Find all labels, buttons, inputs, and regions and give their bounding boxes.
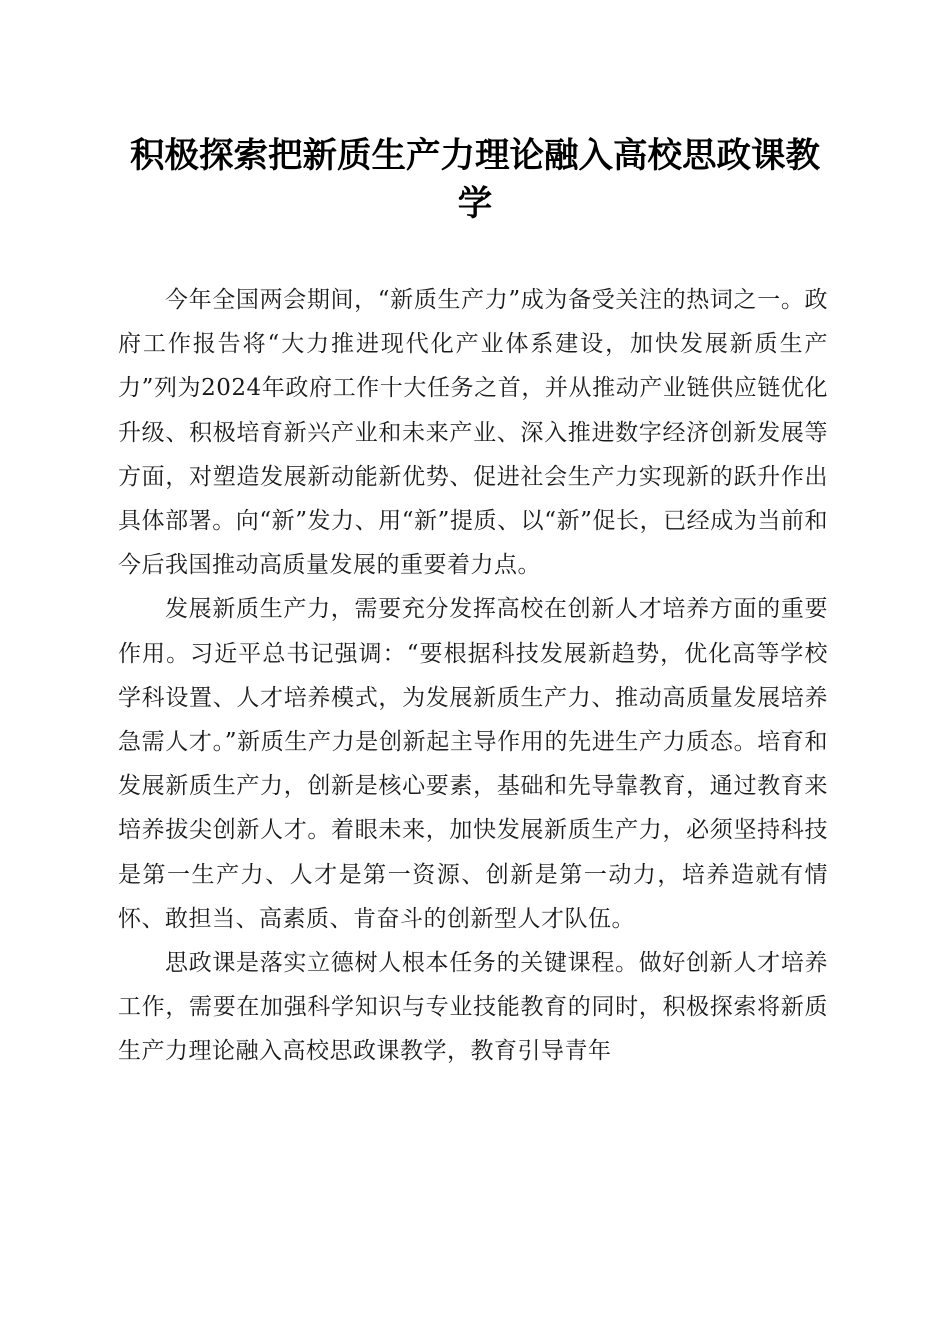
paragraph-1: 今年全国两会期间，“新质生产力”成为备受关注的热词之一。政府工作报告将“大力推进现代化产业体系建设，加快发展新质生产力”列为2024年政府工作十大任务之首，并从推动产业链供应链优化升级、积极培育新兴产业和未来产业、深入推进数字经济创新发展等方面，对塑造发展新动能新优势、促进社会生产力实现新的跃升作出具体部署。向“新”发力、用“新”提质、以“新”促长，已经成为当前和今后我国推动高质量发展的重要着力点。: [118, 287, 828, 579]
document-title: 积极探索把新质生产力理论融入高校思政课教学: [130, 136, 820, 224]
document-body: [118, 278, 828, 1074]
paragraph-2: 发展新质生产力，需要充分发挥高校在创新人才培养方面的重要作用。习近平总书记强调：“要根据科技发展新趋势，优化高等学校学科设置、人才培养模式，为发展新质生产力、推动高质量发展培养急需人才。”新质生产力是创新起主导作用的先进生产力质态。培育和发展新质生产力，创新是核心要素，基础和先导靠教育，通过教育来培养拔尖创新人才。着眼未来，加快发展新质生产力，必须坚持科技是第一生产力、人才是第一资源、创新是第一动力，培养造就有情怀、敢担当、高素质、肯奋斗的创新型人才队伍。: [118, 596, 828, 932]
paragraph-3: 思政课是落实立德树人根本任务的关键课程。做好创新人才培养工作，需要在加强科学知识与专业技能教育的同时，积极探索将新质生产力理论融入高校思政课教学，教育引导青年: [118, 950, 828, 1065]
